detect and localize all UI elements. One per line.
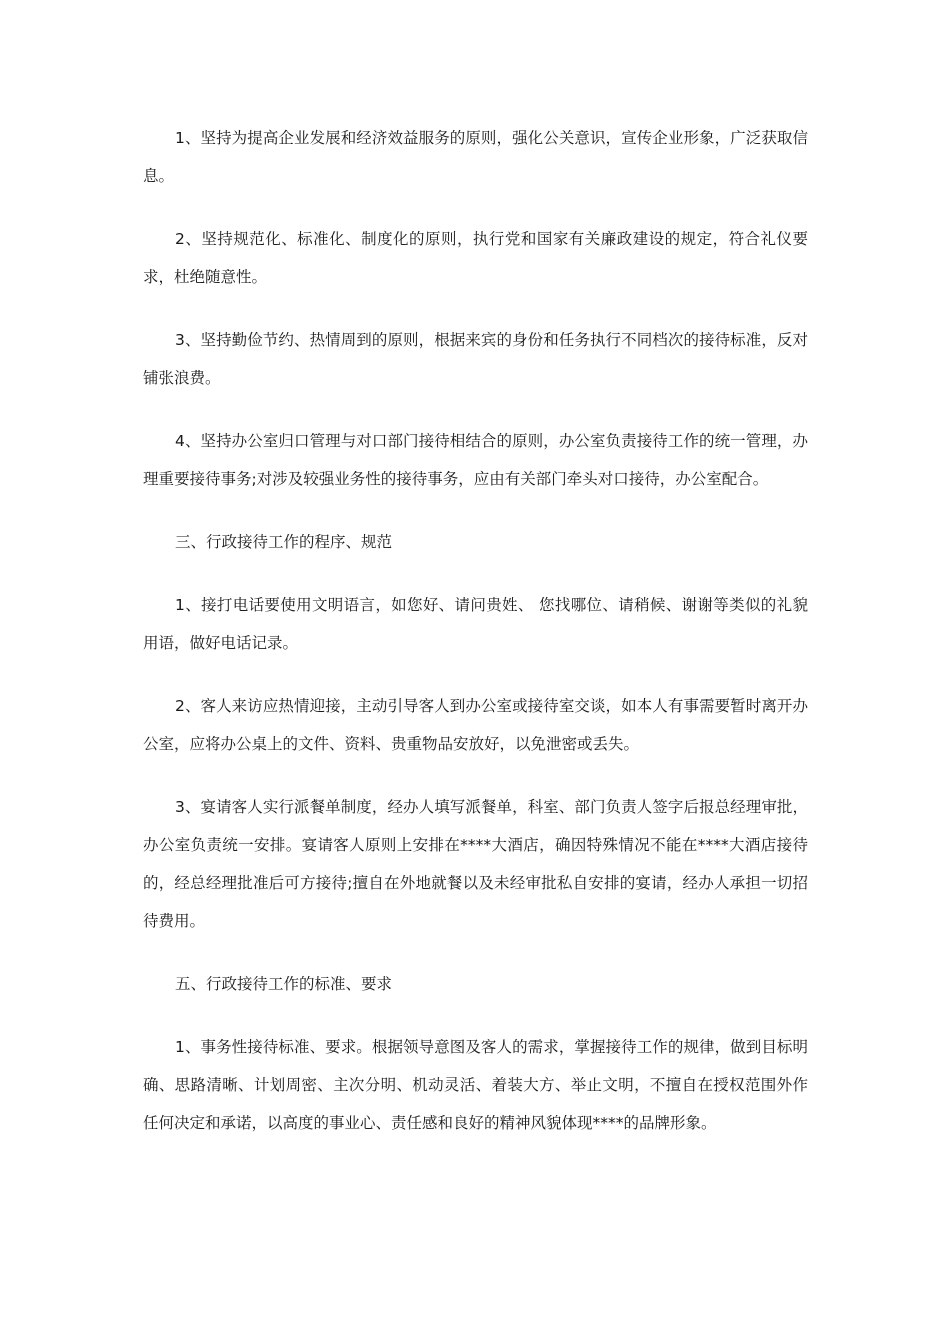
paragraph-standard-1: 1、事务性接待标准、要求。根据领导意图及客人的需求，掌握接待工作的规律，做到目标明确、思路清晰、计划周密、主次分明、机动灵活、着装大方、举止文明，不擅自在授权范围外作任何决定和承诺，以高度的事业心、责任感和良好的精神风貌体现****的品牌形象。 [143, 1038, 808, 1132]
paragraph-principle-2: 2、坚持规范化、标准化、制度化的原则，执行党和国家有关廉政建设的规定，符合礼仪要求，杜绝随意性。 [143, 230, 808, 286]
paragraph-principle-1: 1、坚持为提高企业发展和经济效益服务的原则，强化公关意识，宣传企业形象，广泛获取信息。 [143, 129, 808, 185]
paragraph-procedure-1: 1、接打电话要使用文明语言，如您好、请问贵姓、 您找哪位、请稍候、谢谢等类似的礼貌用语，做好电话记录。 [143, 596, 808, 652]
paragraph-principle-3: 3、坚持勤俭节约、热情周到的原则，根据来宾的身份和任务执行不同档次的接待标准，反对铺张浪费。 [143, 331, 808, 387]
paragraph-procedure-3: 3、宴请客人实行派餐单制度，经办人填写派餐单，科室、部门负责人签字后报总经理审批，办公室负责统一安排。宴请客人原则上安排在****大酒店，确因特殊情况不能在****大酒店接待的，经总经理批准后可方接待;擅自在外地就餐以及未经审批私自安排的宴请，经办人承担一切招待费用。 [143, 798, 808, 930]
paragraph-principle-4: 4、坚持办公室归口管理与对口部门接待相结合的原则，办公室负责接待工作的统一管理，办理重要接待事务;对涉及较强业务性的接待事务，应由有关部门牵头对口接待，办公室配合。 [143, 432, 808, 488]
section-heading-standards: 五、行政接待工作的标准、要求 [175, 975, 393, 993]
document-body [143, 119, 808, 1167]
paragraph-procedure-2: 2、客人来访应热情迎接，主动引导客人到办公室或接待室交谈，如本人有事需要暂时离开办公室，应将办公桌上的文件、资料、贵重物品安放好，以免泄密或丢失。 [143, 697, 808, 753]
section-heading-procedures: 三、行政接待工作的程序、规范 [175, 533, 393, 551]
